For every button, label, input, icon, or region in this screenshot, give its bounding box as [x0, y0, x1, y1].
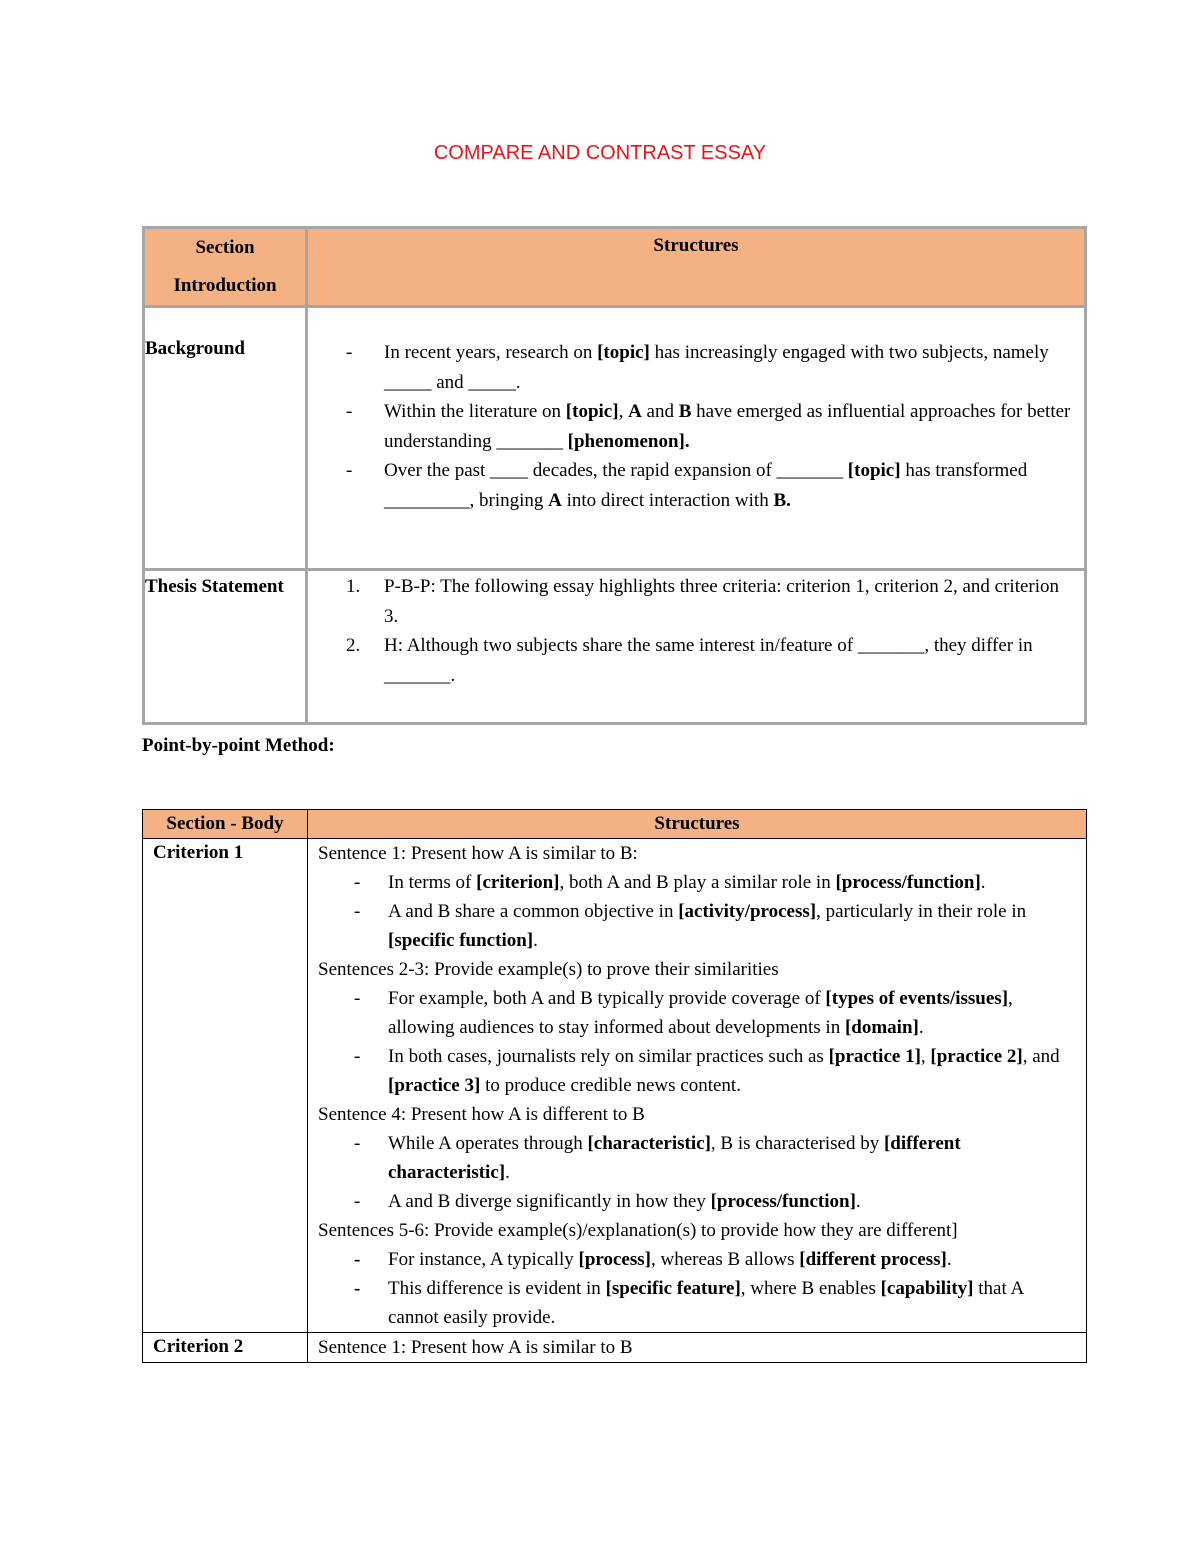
structure-bullet [318, 984, 1076, 1042]
text-run: and [641, 401, 679, 422]
placeholder-text: A [548, 489, 562, 511]
thesis-label: Thesis Statement [144, 570, 307, 724]
text-run: has increasingly engaged with two subjects, namely _____ and _____. [384, 342, 1049, 393]
body-table-header [143, 810, 1087, 839]
introduction-table-header [144, 228, 1086, 307]
text-run: While A operates through [388, 1133, 588, 1154]
text-run: . [855, 1191, 861, 1212]
sentence-instruction: Sentence 4: Present how A is different to B [318, 1104, 645, 1125]
text-run: Within the literature on [384, 401, 566, 422]
thesis-item [308, 631, 1084, 690]
section-header-line1: Section [195, 237, 255, 258]
structure-bullet [318, 1187, 1076, 1216]
text-run: . [980, 872, 986, 893]
dash-bullet-icon: - [346, 401, 353, 422]
text-run: , and [1022, 1046, 1060, 1067]
section-header-cell [144, 228, 307, 307]
background-list [308, 338, 1084, 515]
sentence-instruction: Sentence 1: Present how A is similar to B: [318, 843, 638, 864]
text-run: , [618, 401, 629, 422]
text-run: . [505, 1162, 510, 1183]
text-run: into direct interaction with [561, 489, 774, 511]
text-run: . [918, 1017, 924, 1038]
text-run: , B is characterised by [710, 1133, 884, 1154]
text-run: P-B-P: The following essay highlights three criteria: criterion 1, criterion 2, and criterion 3. [384, 576, 1060, 627]
placeholder-text: [specific feature] [605, 1278, 741, 1299]
text-run: For example, both A and B typically provide coverage of [388, 988, 826, 1009]
placeholder-text: B. [773, 489, 791, 511]
placeholder-text: A [628, 401, 642, 422]
introduction-table [142, 226, 1087, 725]
dash-bullet-icon: - [346, 342, 353, 363]
structure-bullet [318, 1274, 1076, 1332]
placeholder-text: [practice 1] [828, 1046, 921, 1067]
thesis-row [144, 570, 1086, 724]
text-run: Over the past ____ decades, the rapid expansion of _______ [384, 460, 848, 481]
sentence-instruction: Sentences 5-6: Provide example(s)/explanation(s) to provide how they are different] [318, 1220, 958, 1241]
placeholder-text: [process/function] [835, 872, 981, 893]
dash-bullet-icon: - [346, 460, 353, 481]
placeholder-text: [different process] [799, 1249, 947, 1270]
text-run: A and B diverge significantly in how they [388, 1191, 711, 1212]
placeholder-text: [practice 3] [388, 1075, 481, 1096]
background-row [144, 307, 1086, 570]
sentence-instruction: Sentences 2-3: Provide example(s) to prove their similarities [318, 959, 779, 980]
placeholder-text: [topic] [565, 401, 619, 422]
criterion1-cell [308, 839, 1087, 1333]
background-item [308, 338, 1084, 397]
placeholder-text: [criterion] [476, 872, 560, 893]
text-run: , [920, 1046, 931, 1067]
structure-bullet [318, 1245, 1076, 1274]
placeholder-text: [capability] [880, 1278, 974, 1299]
background-item [308, 456, 1084, 515]
placeholder-text: [phenomenon]. [567, 430, 690, 452]
text-run: has transformed _________, bringing [384, 460, 1028, 511]
dash-bullet-icon: - [354, 901, 361, 922]
criterion1-row [143, 839, 1087, 1333]
text-run: , where B enables [740, 1278, 881, 1299]
text-run: H: Although two subjects share the same interest in/feature of _______, they differ in _______. [384, 635, 1033, 686]
dash-bullet-icon: - [354, 1133, 361, 1154]
text-run: In recent years, research on [384, 342, 598, 363]
dash-bullet-icon: - [354, 1278, 361, 1299]
criterion2-label: Criterion 2 [143, 1333, 308, 1363]
body-structures-header: Structures [308, 810, 1087, 839]
background-cell [307, 307, 1086, 570]
dash-bullet-icon: - [354, 988, 361, 1009]
body-section-header: Section - Body [143, 810, 308, 839]
text-run: For instance, A typically [388, 1249, 579, 1270]
placeholder-text: [specific function] [388, 930, 534, 951]
background-item [308, 397, 1084, 456]
structure-bullet [318, 1042, 1076, 1100]
text-run: , allowing audiences to stay informed about developments in [388, 988, 1013, 1038]
text-run: In terms of [388, 872, 477, 893]
placeholder-text: [practice 2] [930, 1046, 1023, 1067]
structure-bullet [318, 1129, 1076, 1187]
text-run: . [533, 930, 538, 951]
thesis-cell [307, 570, 1086, 724]
criterion2-row [143, 1333, 1087, 1363]
placeholder-text: [different characteristic] [388, 1133, 961, 1183]
text-run: In both cases, journalists rely on similar practices such as [388, 1046, 829, 1067]
placeholder-text: [activity/process] [678, 901, 817, 922]
text-run: . [946, 1249, 952, 1270]
section-header-line2: Introduction [173, 275, 277, 296]
list-number: 1. [346, 576, 361, 597]
dash-bullet-icon: - [354, 872, 361, 893]
text-run: This difference is evident in [388, 1278, 606, 1299]
text-run: to produce credible news content. [480, 1075, 741, 1096]
placeholder-text: [domain] [844, 1017, 919, 1038]
structure-bullet [318, 868, 1076, 897]
text-run: , both A and B play a similar role in [559, 872, 836, 893]
text-run: , whereas B allows [650, 1249, 800, 1270]
structure-bullet [318, 897, 1076, 955]
dash-bullet-icon: - [354, 1191, 361, 1212]
placeholder-text: [characteristic] [587, 1133, 711, 1154]
placeholder-text: [process/function] [710, 1191, 856, 1212]
structures-header-cell: Structures [307, 228, 1086, 307]
placeholder-text: [topic] [847, 460, 901, 481]
criterion1-label: Criterion 1 [143, 839, 308, 1333]
list-number: 2. [346, 635, 361, 656]
text-run: A and B share a common objective in [388, 901, 679, 922]
method-heading: Point-by-point Method: [142, 735, 335, 756]
placeholder-text: [process] [578, 1249, 651, 1270]
text-run: that A cannot easily provide. [388, 1278, 1024, 1328]
body-table [142, 809, 1087, 1363]
dash-bullet-icon: - [354, 1046, 361, 1067]
text-run: , particularly in their role in [816, 901, 1027, 922]
document-title: COMPARE AND CONTRAST ESSAY [433, 142, 767, 164]
criterion2-sentence: Sentence 1: Present how A is similar to B [308, 1333, 1087, 1363]
thesis-list [308, 572, 1084, 690]
dash-bullet-icon: - [354, 1249, 361, 1270]
placeholder-text: [types of events/issues] [825, 988, 1009, 1009]
placeholder-text: B [678, 401, 692, 422]
text-run: have emerged as influential approaches for better understanding _______ [384, 401, 1071, 452]
placeholder-text: [topic] [597, 342, 650, 363]
background-label: Background [144, 307, 307, 570]
thesis-item [308, 572, 1084, 631]
